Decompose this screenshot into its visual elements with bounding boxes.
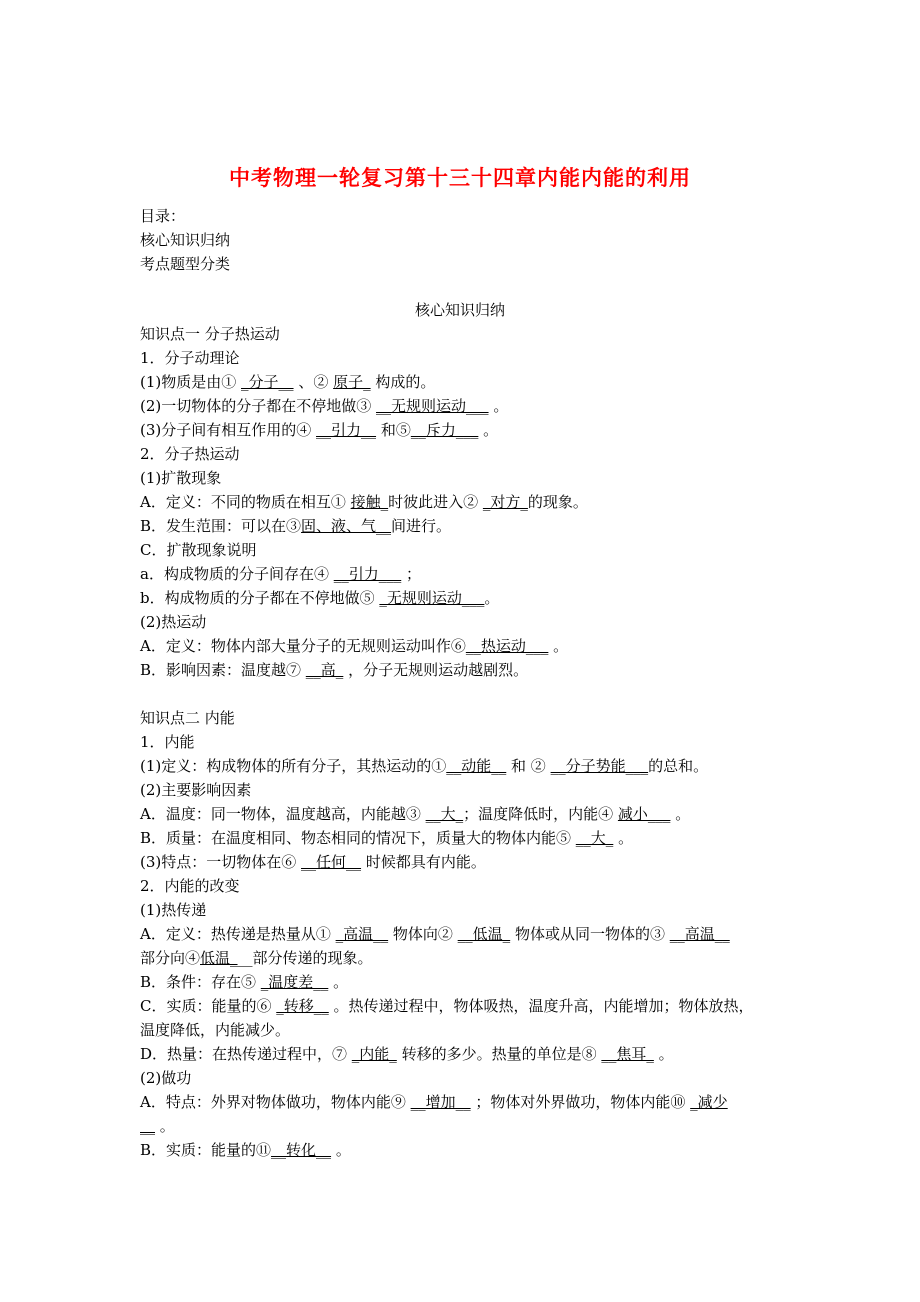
- text-segment: 。: [488, 397, 509, 415]
- answer-blank: __转化__: [271, 1141, 332, 1159]
- text-segment: ；物体对外界做功，物体内能⑩: [470, 1093, 691, 1111]
- answer-blank: __斥力___: [410, 421, 479, 439]
- text-line: [140, 1042, 800, 1066]
- text-segment: (1)物质是由①: [140, 373, 242, 391]
- text-segment: b．构成物质的分子都在不停地做⑤: [140, 589, 380, 607]
- toc-item: 核心知识归纳: [140, 231, 231, 249]
- answer-blank: 接触_: [350, 493, 389, 511]
- text-line: [140, 634, 800, 658]
- text-segment: a．构成物质的分子间存在④: [140, 565, 334, 583]
- text-segment: C．扩散现象说明: [140, 541, 257, 559]
- text-segment: 。: [478, 421, 499, 439]
- text-line: [140, 874, 800, 898]
- text-segment: 构成的。: [370, 373, 436, 391]
- text-segment: (3)特点：一切物体在⑥: [140, 853, 302, 871]
- text-segment: 的现象。: [527, 493, 588, 511]
- answer-blank: __热运动___: [465, 637, 549, 655]
- text-segment: B．发生范围：可以在③: [140, 517, 302, 535]
- text-segment: 1．内能: [140, 733, 195, 751]
- text-segment: C．实质：能量的⑥: [140, 997, 277, 1015]
- text-segment: 部分向④: [140, 949, 201, 967]
- text-segment: (3)分子间有相互作用的④: [140, 421, 317, 439]
- text-segment: A．特点：外界对物体做功，物体内能⑨: [140, 1093, 411, 1111]
- answer-blank: _高温__: [335, 925, 389, 943]
- answer-blank: __无规则运动___: [376, 397, 489, 415]
- text-line: [140, 610, 800, 634]
- text-segment: (1)扩散现象: [140, 469, 222, 487]
- answer-blank: __大_: [575, 829, 614, 847]
- text-line: [140, 730, 800, 754]
- answer-blank: 固、液、气__: [301, 517, 392, 535]
- text-segment: ；: [401, 565, 422, 583]
- table-of-contents: [140, 204, 230, 276]
- text-line: [140, 370, 800, 394]
- text-line: [140, 1138, 800, 1162]
- text-line: [140, 754, 800, 778]
- answer-blank: _对方_: [482, 493, 528, 511]
- text-line: [140, 1114, 800, 1138]
- text-segment: 和⑤: [376, 421, 411, 439]
- text-line: [140, 778, 800, 802]
- answer-blank: __任何__: [301, 853, 362, 871]
- text-segment: (1)定义：构成物体的所有分子，其热运动的①: [140, 757, 447, 775]
- text-segment: A．定义：不同的物质在相互①: [140, 493, 351, 511]
- text-segment: (1)热传递: [140, 901, 207, 919]
- text-segment: (2)做功: [140, 1069, 192, 1087]
- text-line: [140, 562, 800, 586]
- answer-blank: 低温_: [200, 949, 238, 967]
- text-segment: 知识点二 内能: [140, 709, 235, 727]
- text-line: [140, 922, 800, 946]
- text-segment: D．热量：在热传递过程中，⑦: [140, 1045, 352, 1063]
- text-segment: 。热传递过程中，物体吸热，温度升高，内能增加；物体放热，: [328, 997, 754, 1015]
- text-segment: B．条件：存在⑤: [140, 973, 261, 991]
- text-segment: 温度降低，内能减少。: [140, 1021, 291, 1039]
- text-segment: 的总和。: [648, 757, 709, 775]
- text-line: [140, 322, 800, 346]
- text-line: [140, 418, 800, 442]
- text-segment: 和 ②: [506, 757, 551, 775]
- text-segment: 物体向②: [388, 925, 458, 943]
- text-segment: B．质量：在温度相同、物态相同的情况下，质量大的物体内能⑤: [140, 829, 576, 847]
- text-line: [140, 706, 800, 730]
- document-body: [140, 322, 800, 1162]
- text-segment: 知识点一 分子热运动: [140, 325, 280, 343]
- text-segment: 2．分子热运动: [140, 445, 240, 463]
- text-segment: 1．分子动理论: [140, 349, 240, 367]
- answer-blank: _无规则运动___: [379, 589, 485, 607]
- text-line: [140, 442, 800, 466]
- answer-blank: 原子_: [333, 373, 371, 391]
- text-segment: 。: [155, 1117, 175, 1135]
- text-segment: ；温度降低时，内能④: [463, 805, 618, 823]
- answer-blank: _内能_: [351, 1045, 397, 1063]
- text-segment: 。: [484, 589, 500, 607]
- answer-blank: __: [140, 1117, 155, 1135]
- text-line: [140, 394, 800, 418]
- text-segment: 转移的多少。热量的单位是⑧: [396, 1045, 602, 1063]
- page-title: 中考物理一轮复习第十三十四章内能内能的利用: [229, 166, 691, 190]
- text-segment: (2)热运动: [140, 613, 207, 631]
- text-segment: 物体或从同一物体的③: [510, 925, 670, 943]
- answer-blank: __动能__: [446, 757, 507, 775]
- answer-blank: _转移__: [276, 997, 329, 1015]
- answer-blank: __引力__: [316, 421, 377, 439]
- text-line: [140, 490, 800, 514]
- toc-label: 目录：: [140, 207, 186, 225]
- text-line: [140, 946, 800, 970]
- text-line: [140, 850, 800, 874]
- text-segment: 2．内能的改变: [140, 877, 240, 895]
- text-segment: A．定义：物体内部大量分子的无规则运动叫作⑥: [140, 637, 466, 655]
- text-line: [140, 802, 800, 826]
- text-segment: 。: [331, 1141, 351, 1159]
- text-line: [140, 586, 800, 610]
- answer-blank: __高温__: [669, 925, 730, 943]
- text-line: [140, 1066, 800, 1090]
- answer-blank: 减小___: [617, 805, 671, 823]
- text-line: [140, 826, 800, 850]
- text-line: [140, 1018, 800, 1042]
- text-segment: 。: [670, 805, 691, 823]
- text-segment: A．定义：热传递是热量从①: [140, 925, 336, 943]
- text-segment: 、②: [293, 373, 334, 391]
- text-segment: 时候都具有内能。: [361, 853, 486, 871]
- answer-blank: _分子__: [241, 373, 294, 391]
- text-line: [140, 898, 800, 922]
- text-line: [140, 994, 800, 1018]
- text-segment: A．温度：同一物体，温度越高，内能越③: [140, 805, 426, 823]
- text-segment: B．影响因素：温度越⑦: [140, 661, 306, 679]
- text-segment: 时彼此进入②: [388, 493, 483, 511]
- text-segment: ，分子无规则运动越剧烈。: [343, 661, 529, 679]
- section-title: 核心知识归纳: [414, 301, 505, 319]
- text-line: [140, 658, 800, 682]
- text-segment: 间进行。: [391, 517, 452, 535]
- text-segment: 。: [653, 1045, 674, 1063]
- text-segment: 。: [548, 637, 569, 655]
- text-segment: (2)一切物体的分子都在不停地做③: [140, 397, 377, 415]
- text-line: [140, 514, 800, 538]
- text-segment: (2)主要影响因素: [140, 781, 252, 799]
- answer-blank: _温度差__: [260, 973, 329, 991]
- answer-blank: __分子势能___: [550, 757, 649, 775]
- answer-blank: __焦耳_: [601, 1045, 654, 1063]
- text-line: [140, 538, 800, 562]
- answer-blank: __低温_: [457, 925, 511, 943]
- text-line: [140, 970, 800, 994]
- text-line: [140, 466, 800, 490]
- text-line: [140, 1090, 800, 1114]
- text-segment: 。: [328, 973, 349, 991]
- answer-blank: __大_: [425, 805, 464, 823]
- text-segment: __部分传递的现象。: [237, 949, 373, 967]
- text-segment: B．实质：能量的⑪: [140, 1141, 272, 1159]
- answer-blank: __引力___: [333, 565, 402, 583]
- answer-blank: _减少: [690, 1093, 728, 1111]
- text-segment: 。: [613, 829, 634, 847]
- answer-blank: __高_: [305, 661, 344, 679]
- toc-item: 考点题型分类: [140, 255, 231, 273]
- text-line: [140, 346, 800, 370]
- answer-blank: __增加__: [410, 1093, 471, 1111]
- blank-line: [140, 682, 800, 706]
